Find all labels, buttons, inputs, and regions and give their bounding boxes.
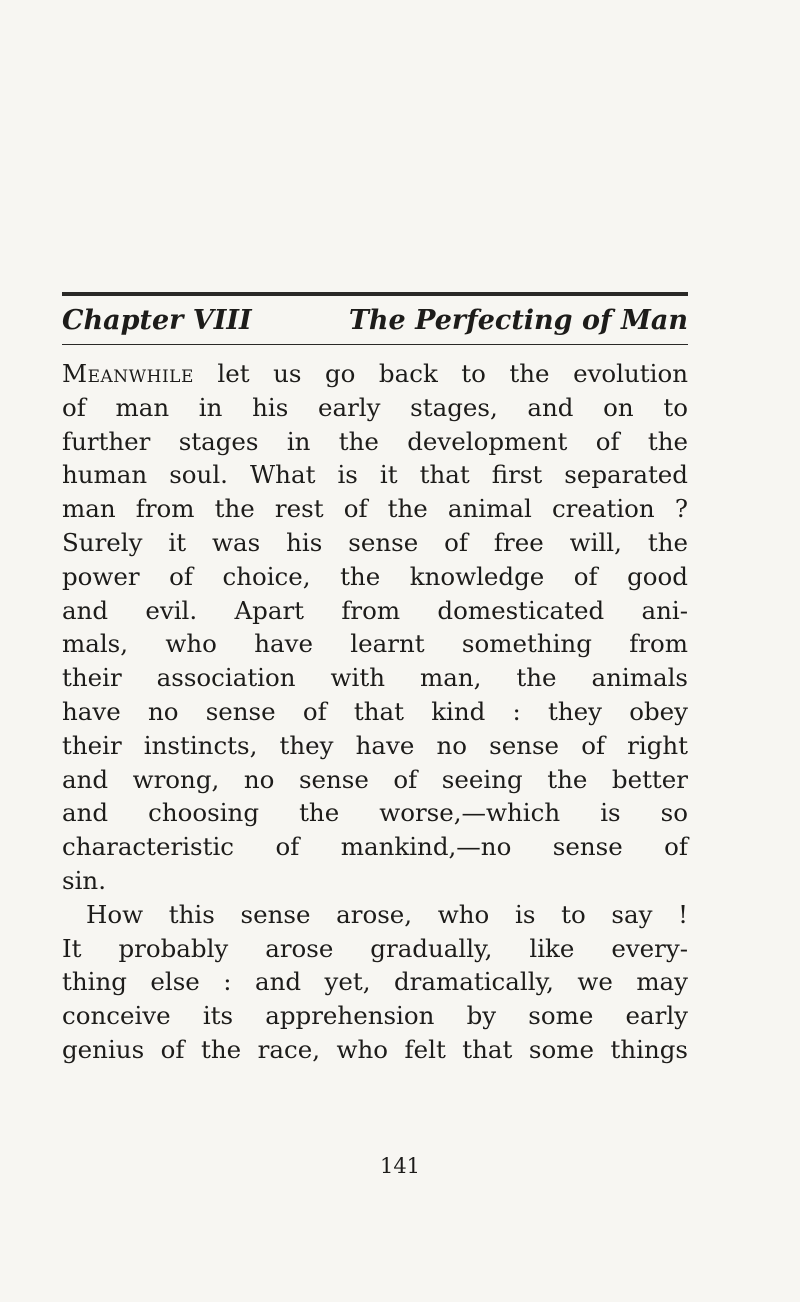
text-line: further stages in the development of the [62,426,688,456]
text-line: Meanwhile let us go back to the evolution [62,359,688,388]
text-line: sin. [62,865,106,895]
text-line: It probably arose gradually, like every- [62,933,688,963]
text-line: conceive its apprehension by some early [62,1001,688,1031]
lead-smallcaps: Meanwhile [62,359,194,388]
header-rule [62,292,688,296]
text-line: and choosing the worse,—which is so [62,798,688,828]
book-page [62,292,688,1067]
running-header [62,306,688,345]
text-line: their association with man, the animals [62,663,688,693]
running-title: The Perfecting of Man [348,305,688,336]
chapter-label: Chapter VIII [62,305,252,336]
text-line: genius of the race, who felt that some things [62,1034,688,1064]
text-line: have no sense of that kind : they obey [62,696,688,726]
text-line: and evil. Apart from domesticated ani- [62,595,688,625]
text-line: human soul. What is it that first separated [62,460,688,490]
text-line: power of choice, the knowledge of good [62,561,688,591]
text-line: characteristic of mankind,—no sense of [62,832,688,862]
text-line: and wrong, no sense of seeing the better [62,764,688,794]
text-line: Surely it was his sense of free will, the [62,527,688,557]
body-text [62,357,688,1067]
text-line: How this sense arose, who is to say ! [86,899,688,929]
text-line: of man in his early stages, and on to [62,392,688,422]
text-line: man from the rest of the animal creation ? [62,494,688,524]
page-number: 141 [379,1154,421,1178]
text-line: their instincts, they have no sense of right [62,730,688,760]
text-line: thing else : and yet, dramatically, we may [62,967,688,997]
text-line: mals, who have learnt something from [62,629,688,659]
